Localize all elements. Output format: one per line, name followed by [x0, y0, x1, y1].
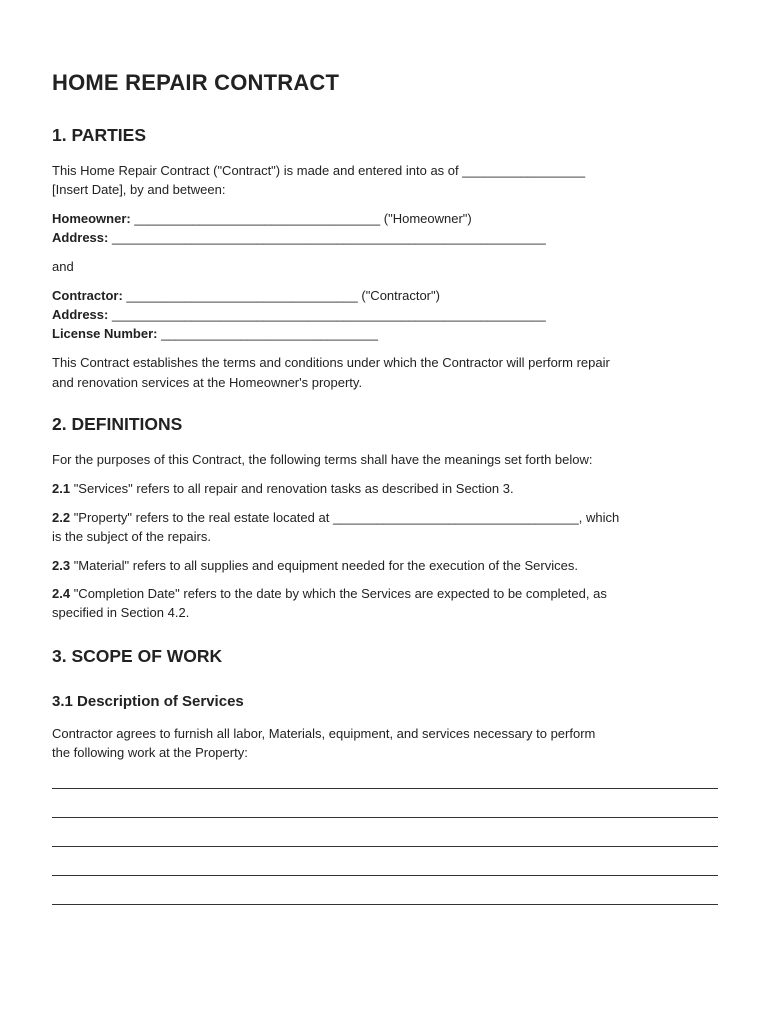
definition-text: "Property" refers to the real estate located at __________________________________, which — [70, 510, 620, 525]
definition-number: 2.3 — [52, 558, 71, 573]
parties-closing-line-1: This Contract establishes the terms and conditions under which the Contractor will perform repair — [52, 355, 610, 370]
scope-text-line-2: the following work at the Property: — [52, 745, 248, 760]
definition-number: 2.1 — [52, 481, 71, 496]
contractor-address-blank: ____________________________________________________________ — [108, 307, 546, 322]
definition-2-4 — [52, 584, 607, 603]
subsection-heading-description: 3.1 Description of Services — [52, 693, 244, 710]
homeowner-field[interactable] — [52, 209, 472, 228]
services-blank-line[interactable] — [52, 817, 718, 818]
definition-2-2-cont: is the subject of the repairs. — [52, 529, 211, 544]
definition-text: "Services" refers to all repair and renovation tasks as described in Section 3. — [70, 481, 514, 496]
definition-2-1 — [52, 479, 514, 498]
definition-2-2[interactable] — [52, 508, 619, 527]
definitions-intro: For the purposes of this Contract, the following terms shall have the meanings set forth below: — [52, 452, 593, 467]
services-blank-line[interactable] — [52, 788, 718, 789]
contractor-blank: ________________________________ ("Contractor") — [122, 288, 440, 303]
homeowner-address-label: Address: — [52, 230, 109, 245]
definition-number: 2.4 — [52, 586, 71, 601]
section-heading-parties: 1. PARTIES — [52, 125, 147, 145]
services-blank-line[interactable] — [52, 846, 718, 847]
homeowner-blank: __________________________________ ("Homeowner") — [130, 211, 472, 226]
section-heading-definitions: 2. DEFINITIONS — [52, 414, 183, 434]
contractor-address-label: Address: — [52, 307, 109, 322]
definition-2-4-cont: specified in Section 4.2. — [52, 605, 190, 620]
definition-2-3 — [52, 556, 578, 575]
contractor-address-field[interactable] — [52, 305, 546, 324]
section-heading-scope: 3. SCOPE OF WORK — [52, 646, 223, 666]
license-number-field[interactable] — [52, 324, 378, 343]
parties-intro-line-1: This Home Repair Contract ("Contract") is made and entered into as of _________________ — [52, 163, 586, 178]
services-blank-line[interactable] — [52, 904, 718, 905]
homeowner-label: Homeowner: — [52, 211, 131, 226]
contractor-label: Contractor: — [52, 288, 123, 303]
definition-number: 2.2 — [52, 510, 71, 525]
document-title: HOME REPAIR CONTRACT — [52, 70, 340, 95]
services-blank-line[interactable] — [52, 875, 718, 876]
definition-text: "Material" refers to all supplies and equipment needed for the execution of the Services. — [70, 558, 578, 573]
and-connector: and — [52, 259, 74, 274]
homeowner-address-blank: ____________________________________________________________ — [108, 230, 546, 245]
scope-text-line-1: Contractor agrees to furnish all labor, Materials, equipment, and services necessary to perform — [52, 726, 596, 741]
parties-closing-line-2: and renovation services at the Homeowner's property. — [52, 375, 363, 390]
license-number-blank: ______________________________ — [157, 326, 378, 341]
license-number-label: License Number: — [52, 326, 158, 341]
homeowner-address-field[interactable] — [52, 228, 546, 247]
parties-intro-line-2: [Insert Date], by and between: — [52, 182, 226, 197]
contractor-field[interactable] — [52, 286, 440, 305]
definition-text: "Completion Date" refers to the date by which the Services are expected to be completed, as — [70, 586, 607, 601]
